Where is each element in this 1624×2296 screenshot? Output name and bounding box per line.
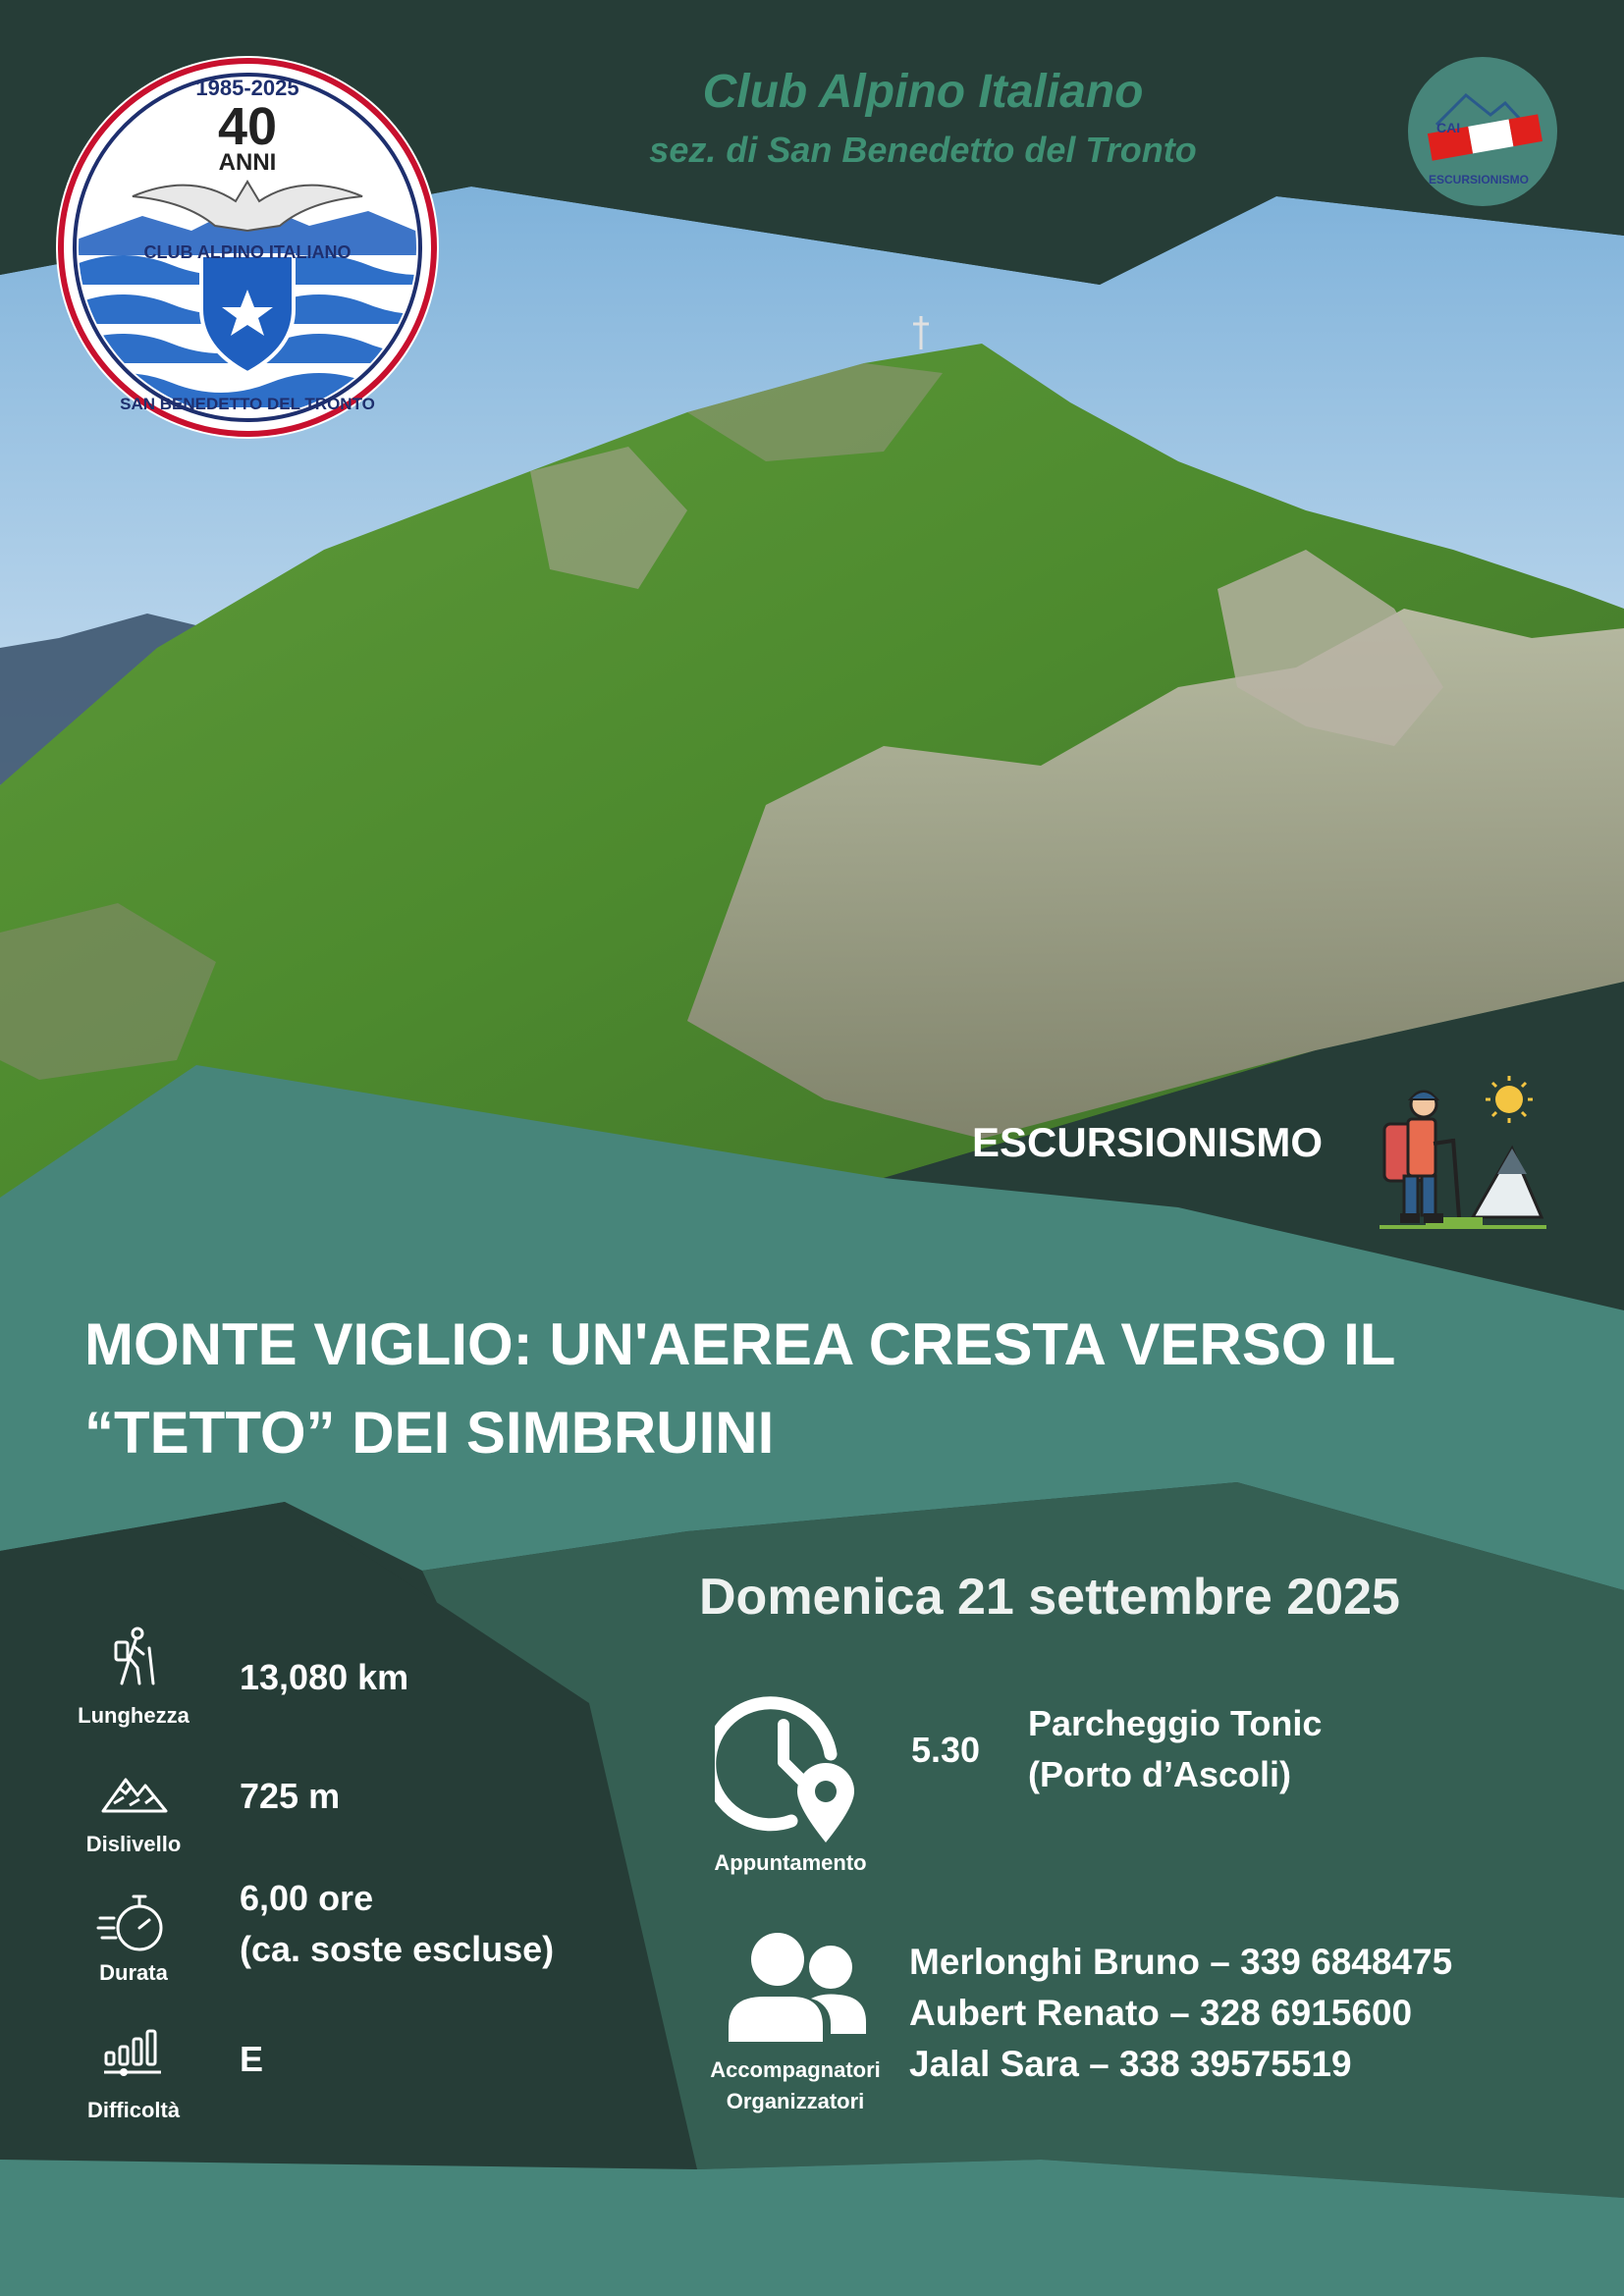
- stat-value-durata: [240, 1873, 554, 1975]
- badge-line2: ESCURSIONISMO: [1429, 173, 1530, 187]
- logo-years: 1985-2025: [195, 76, 299, 100]
- header-section: sez. di San Benedetto del Tronto: [649, 130, 1197, 170]
- hiker-icon: [108, 1627, 159, 1685]
- badge-line1: CAI: [1436, 120, 1461, 135]
- stopwatch-icon: [96, 1891, 171, 1955]
- stat-label-difficolta: Difficoltà: [86, 2098, 181, 2122]
- logo-bottom-text: SAN BENEDETTO DEL TRONTO: [120, 395, 375, 413]
- stat-label-durata: Durata: [99, 1960, 168, 1985]
- difficulty-icon: [102, 2029, 167, 2076]
- guide-contact: Merlonghi Bruno – 339 6848475: [909, 1942, 1453, 1982]
- stat-value-dislivello: 725 m: [240, 1776, 341, 1816]
- stat-value-durata-line2: (ca. soste escluse): [240, 1929, 555, 1969]
- escursionismo-badge: [1407, 56, 1559, 208]
- appointment-place-line1: Parcheggio Tonic: [1028, 1703, 1323, 1743]
- logo-anniversary-word: ANNI: [218, 149, 277, 176]
- guides-list: [909, 1937, 1452, 2090]
- header-org-name: Club Alpino Italiano: [702, 66, 1144, 118]
- stat-label-dislivello: Dislivello: [85, 1832, 182, 1856]
- logo-ring-text: CLUB ALPINO ITALIANO: [143, 242, 352, 262]
- appointment-time: 5.30: [911, 1730, 981, 1770]
- mountain-icon: [100, 1772, 169, 1815]
- appointment-place-line2: (Porto d’Ascoli): [1028, 1754, 1291, 1794]
- stat-value-lunghezza: 13,080 km: [240, 1657, 409, 1697]
- guide-contact: Jalal Sara – 338 39575519: [909, 2044, 1352, 2084]
- guides-label-line1: Accompagnatori: [710, 2057, 881, 2082]
- guides-label-line2: Organizzatori: [726, 2089, 865, 2113]
- event-title-line1: MONTE VIGLIO: UN'AEREA CRESTA VERSO IL: [84, 1311, 1396, 1377]
- appointment-place: [1028, 1698, 1322, 1800]
- category-label: ESCURSIONISMO: [972, 1119, 1324, 1165]
- guides-label: [692, 2055, 898, 2117]
- clock-location-icon: [715, 1693, 864, 1845]
- event-title-line2: “TETTO” DEI SIMBRUINI: [84, 1400, 775, 1466]
- people-icon: [729, 1932, 866, 2042]
- event-date: Domenica 21 settembre 2025: [699, 1569, 1400, 1626]
- hiker-sun-icon: [1375, 1070, 1551, 1242]
- cai-40-anni-logo: [54, 54, 442, 442]
- appointment-label: Appuntamento: [714, 1850, 867, 1875]
- logo-anniversary-number: 40: [217, 97, 278, 156]
- stat-label-lunghezza: Lunghezza: [78, 1703, 189, 1728]
- stat-value-difficolta: E: [240, 2039, 264, 2079]
- stat-value-durata-line1: 6,00 ore: [240, 1878, 374, 1918]
- event-title: [84, 1301, 1508, 1477]
- guide-contact: Aubert Renato – 328 6915600: [909, 1993, 1413, 2033]
